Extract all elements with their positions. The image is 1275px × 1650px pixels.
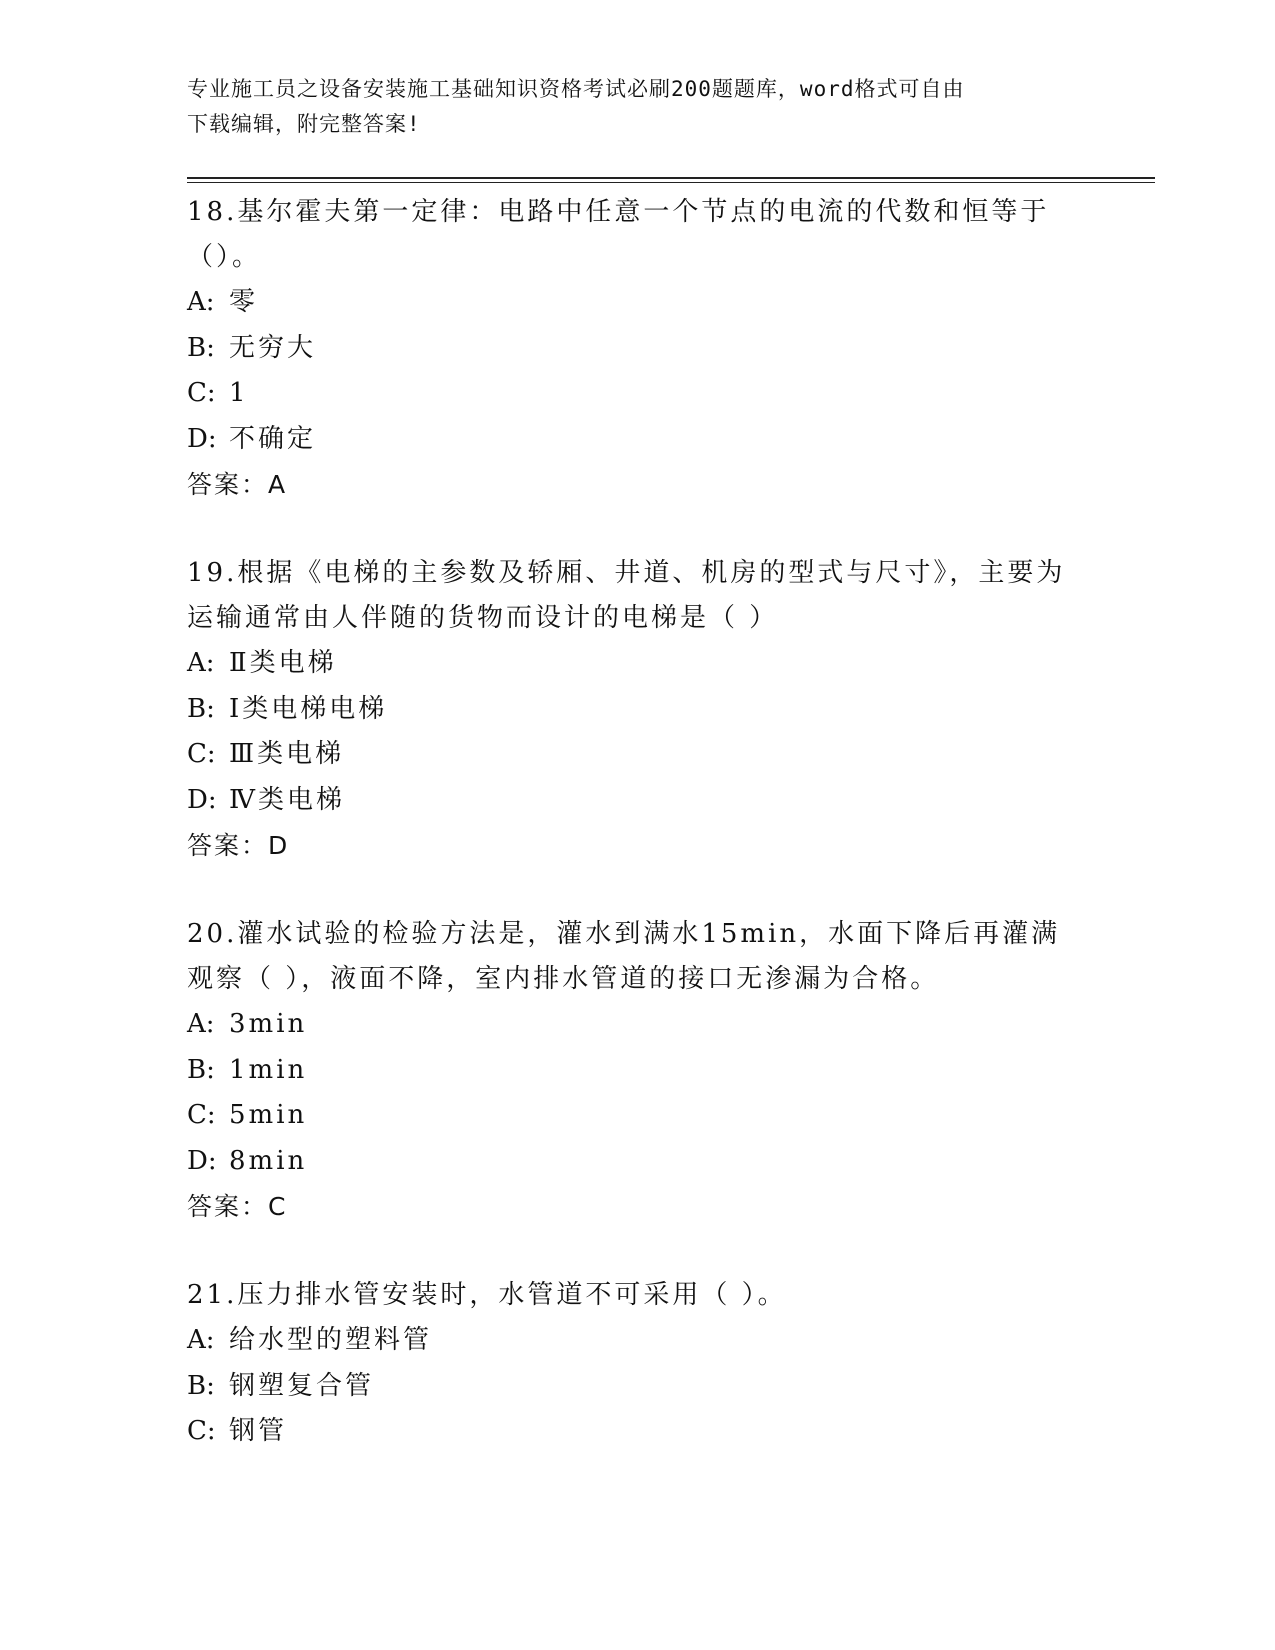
option-text: 零 <box>229 287 259 317</box>
option-d <box>187 417 1087 463</box>
option-text: 无穷大 <box>229 332 317 363</box>
option-c <box>187 732 1087 778</box>
option-text: 1min <box>229 1054 308 1085</box>
option-a <box>187 280 1087 326</box>
question-21 <box>187 1273 1087 1455</box>
option-b <box>187 1048 1087 1094</box>
header-line-2: 下载编辑，附完整答案! <box>187 112 421 136</box>
option-b <box>187 326 1087 372</box>
option-d <box>187 1139 1087 1185</box>
question-text: 18.基尔霍夫第一定律：电路中任意一个节点的电流的代数和恒等于（）。 <box>187 197 1050 272</box>
option-a <box>187 1318 1087 1364</box>
option-text: Ⅱ类电梯 <box>229 648 337 678</box>
option-key: B: <box>187 1370 215 1401</box>
option-key: C: <box>187 378 216 408</box>
option-key: A: <box>187 648 215 678</box>
option-a <box>187 641 1087 687</box>
option-text: 钢塑复合管 <box>229 1370 375 1401</box>
option-key: B: <box>187 693 215 724</box>
question-text: 19.根据《电梯的主参数及轿厢、井道、机房的型式与尺寸》，主要为运输通常由人伴随的货物而设计的电梯是（ ） <box>187 558 1066 633</box>
option-b <box>187 687 1087 733</box>
header-divider-thick <box>187 177 1155 179</box>
question-19 <box>187 551 1087 868</box>
option-d <box>187 778 1087 824</box>
option-text: 钢管 <box>229 1416 288 1446</box>
option-text: 给水型的塑料管 <box>229 1325 433 1355</box>
option-key: C: <box>187 1100 216 1130</box>
answer-line: 答案：D <box>187 831 290 860</box>
option-text: Ⅲ类电梯 <box>229 739 345 769</box>
option-key: C: <box>187 739 216 769</box>
option-text: Ⅰ类电梯电梯 <box>229 693 388 724</box>
option-text: Ⅳ类电梯 <box>229 784 345 815</box>
option-key: C: <box>187 1416 216 1446</box>
document-header <box>187 72 1087 142</box>
answer-line: 答案：C <box>187 1192 288 1221</box>
option-c <box>187 371 1087 417</box>
option-key: A: <box>187 1009 215 1039</box>
option-text: 3min <box>229 1009 308 1039</box>
question-20 <box>187 912 1087 1229</box>
option-text: 不确定 <box>229 423 317 454</box>
option-key: B: <box>187 1054 215 1085</box>
option-key: A: <box>187 1325 215 1355</box>
question-18 <box>187 190 1087 507</box>
option-key: D: <box>187 423 217 454</box>
option-text: 8min <box>229 1145 308 1176</box>
option-c <box>187 1093 1087 1139</box>
option-a <box>187 1002 1087 1048</box>
answer-line: 答案：A <box>187 470 288 499</box>
option-c <box>187 1409 1087 1455</box>
option-key: D: <box>187 784 217 815</box>
question-list <box>187 190 1087 1499</box>
question-text: 20.灌水试验的检验方法是，灌水到满水15min，水面下降后再灌满观察（ ），液面不降，室内排水管道的接口无渗漏为合格。 <box>187 919 1061 994</box>
option-text: 1 <box>229 378 249 408</box>
option-key: B: <box>187 332 215 363</box>
question-text: 21.压力排水管安装时，水管道不可采用（ ）。 <box>187 1280 787 1310</box>
header-line-1: 专业施工员之设备安装施工基础知识资格考试必刷200题题库，word格式可自由 <box>187 77 965 101</box>
option-key: D: <box>187 1145 217 1176</box>
option-text: 5min <box>229 1100 308 1130</box>
option-b <box>187 1364 1087 1410</box>
option-key: A: <box>187 287 215 317</box>
header-divider-thin <box>187 182 1155 183</box>
